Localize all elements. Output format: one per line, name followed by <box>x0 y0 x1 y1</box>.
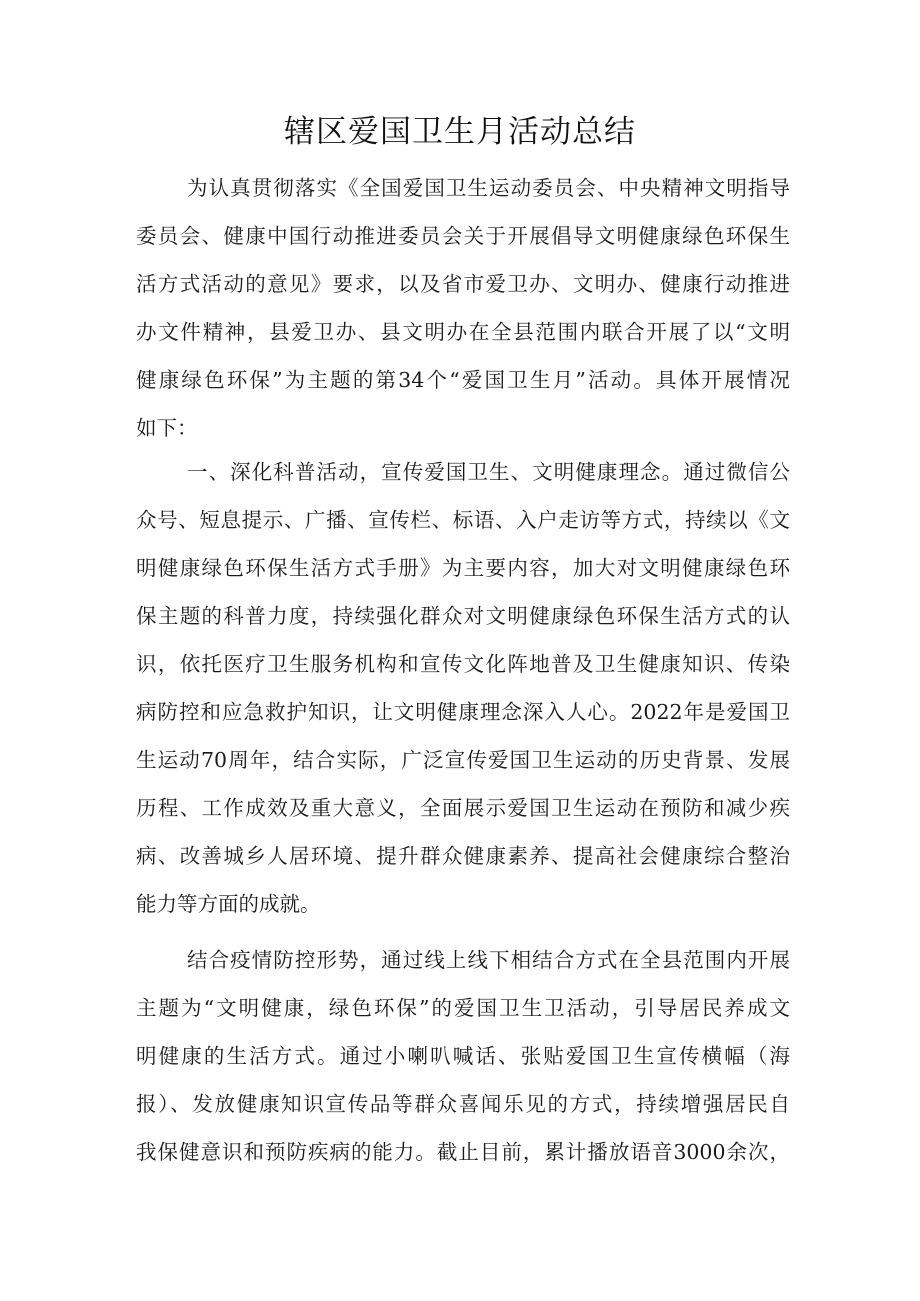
paragraph-3-line-1: 结合疫情防控形势，通过线上线下相结合方式在全县范围内开展 <box>187 948 790 972</box>
paragraph-3-line-5: 我保健意识和预防疾病的能力。截止目前，累计播放语音3000余次， <box>136 1140 790 1164</box>
paragraph-1-line-2: 委员会、健康中国行动推进委员会关于开展倡导文明健康绿色环保生 <box>136 224 790 248</box>
paragraph-1-line-3: 活方式活动的意见》要求，以及省市爱卫办、文明办、健康行动推进 <box>136 272 790 296</box>
paragraph-1-line-4: 办文件精神，县爱卫办、县文明办在全县范围内联合开展了以“文明 <box>136 320 790 344</box>
paragraph-2-line-5: 识，依托医疗卫生服务机构和宣传文化阵地普及卫生健康知识、传染 <box>136 652 790 676</box>
paragraph-2-line-10: 能力等方面的成就。 <box>136 892 321 916</box>
paragraph-2-line-8: 历程、工作成效及重大意义，全面展示爱国卫生运动在预防和减少疾 <box>136 796 790 820</box>
paragraph-2-line-7: 生运动70周年，结合实际，广泛宣传爱国卫生运动的历史背景、发展 <box>136 748 790 772</box>
paragraph-3-line-4: 报）、发放健康知识宣传品等群众喜闻乐见的方式，持续增强居民自 <box>136 1092 790 1116</box>
document-title: 辖区爱国卫生月活动总结 <box>284 114 636 150</box>
paragraph-2-line-9: 病、改善城乡人居环境、提升群众健康素养、提高社会健康综合整治 <box>136 844 790 868</box>
paragraph-2-line-6: 病防控和应急救护知识，让文明健康理念深入人心。2022年是爱国卫 <box>136 700 790 724</box>
paragraph-3-line-3: 明健康的生活方式。通过小喇叭喊话、张贴爱国卫生宣传横幅（海 <box>136 1044 790 1068</box>
paragraph-2-line-1: 一、深化科普活动，宣传爱国卫生、文明健康理念。通过微信公 <box>187 460 790 484</box>
paragraph-1-line-5: 健康绿色环保”为主题的第34个“爱国卫生月”活动。具体开展情况 <box>136 368 790 392</box>
paragraph-3-line-2: 主题为“文明健康，绿色环保”的爱国卫生卫活动，引导居民养成文 <box>136 996 790 1020</box>
paragraph-1-line-1: 为认真贯彻落实《全国爱国卫生运动委员会、中央精神文明指导 <box>187 176 790 200</box>
paragraph-2-line-3: 明健康绿色环保生活方式手册》为主要内容，加大对文明健康绿色环 <box>136 556 790 580</box>
paragraph-2-line-4: 保主题的科普力度，持续强化群众对文明健康绿色环保生活方式的认 <box>136 604 790 628</box>
paragraph-1-line-6: 如下： <box>136 416 198 440</box>
paragraph-2-line-2: 众号、短息提示、广播、宣传栏、标语、入户走访等方式，持续以《文 <box>136 508 790 532</box>
